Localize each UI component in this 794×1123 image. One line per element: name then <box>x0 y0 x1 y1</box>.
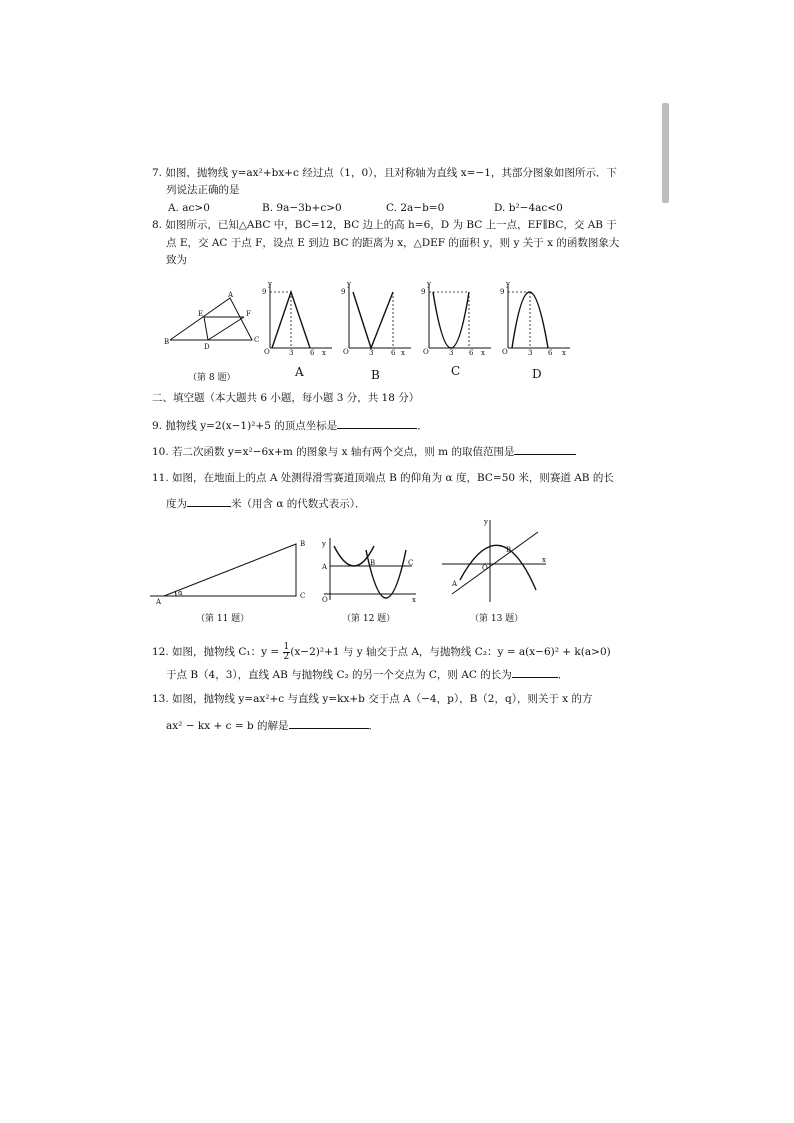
q11-line1: 11. 如图，在地面上的点 A 处测得滑雪赛道顶端点 B 的仰角为 α 度，BC=50 米，则赛道 AB 的长 <box>152 472 614 484</box>
q11-figure <box>150 536 320 606</box>
svg-text:9: 9 <box>262 288 267 296</box>
q7-option-d: D. b²−4ac<0 <box>494 202 563 214</box>
svg-text:y: y <box>268 280 272 288</box>
q13-line2 <box>166 718 379 733</box>
q11-line2-prefix: 度为 <box>166 498 187 510</box>
svg-text:x: x <box>562 349 566 357</box>
q7-line1: 7. 如图，抛物线 y=ax²+bx+c 经过点（1，0），且对称轴为直线 x=−1，其部分图象如图所示．下 <box>152 167 617 179</box>
q8-option-a-label: A <box>295 365 304 379</box>
svg-text:C: C <box>300 592 306 600</box>
svg-text:A: A <box>156 598 162 606</box>
q12-frac-den: 2 <box>283 651 290 662</box>
svg-text:9: 9 <box>421 288 426 296</box>
svg-text:α: α <box>178 589 183 597</box>
svg-text:3: 3 <box>289 349 294 357</box>
svg-text:x: x <box>412 596 416 604</box>
q10-text: 10. 若二次函数 y=x²−6x+m 的图象与 x 轴有两个交点，则 m 的取值范围是 <box>152 446 515 458</box>
q8-option-d-label: D <box>532 367 542 381</box>
q11-line2 <box>166 496 366 511</box>
q8-graph-b <box>341 280 417 356</box>
q12-answer-blank[interactable] <box>512 667 558 678</box>
q8-graph-a <box>262 280 338 356</box>
q8-graph-c <box>421 280 497 356</box>
svg-text:3: 3 <box>369 349 374 357</box>
q12-figure <box>320 536 420 606</box>
q8-graph-d <box>500 280 576 356</box>
svg-text:6: 6 <box>310 349 315 357</box>
q12-line2 <box>166 667 568 682</box>
svg-text:O: O <box>502 348 508 356</box>
svg-text:F: F <box>246 310 251 318</box>
q12-line1 <box>152 641 611 663</box>
q13-line2-suffix: ． <box>368 720 380 732</box>
svg-text:O: O <box>343 348 349 356</box>
svg-text:3: 3 <box>449 349 454 357</box>
svg-text:C: C <box>254 336 260 344</box>
q8-caption: （第 8 题） <box>188 373 236 383</box>
q11-line2-suffix: 米（用含 α 的代数式表示）． <box>231 498 366 510</box>
svg-text:y: y <box>427 280 431 288</box>
svg-text:9: 9 <box>500 288 505 296</box>
q13-caption: （第 13 题） <box>470 614 524 624</box>
svg-text:D: D <box>204 343 210 351</box>
svg-text:9: 9 <box>341 288 346 296</box>
svg-text:6: 6 <box>548 349 553 357</box>
q12-part1: 12. 如图，抛物线 C₁：y = <box>152 646 280 658</box>
svg-text:y: y <box>347 280 351 288</box>
svg-text:y: y <box>322 540 326 548</box>
q13-line2-prefix: ax² − kx + c = b 的解是 <box>166 720 289 732</box>
svg-text:O: O <box>322 596 328 604</box>
scrollbar[interactable] <box>662 103 669 203</box>
q12-frac-num: 1 <box>283 641 290 652</box>
svg-text:x: x <box>322 349 326 357</box>
svg-text:x: x <box>542 556 546 564</box>
q13-figure <box>438 518 550 604</box>
q8-option-b-label: B <box>371 368 380 382</box>
svg-text:x: x <box>481 349 485 357</box>
q7-option-c: C. 2a−b=0 <box>386 202 445 214</box>
q12-part2: (x−2)²+1 与 y 轴交于点 A，与抛物线 C₂：y = a(x−6)² + k(a>0) <box>290 646 611 658</box>
q8-line3: 致为 <box>166 254 187 266</box>
svg-text:O: O <box>264 348 270 356</box>
svg-text:O: O <box>482 564 488 572</box>
svg-text:E: E <box>198 310 204 318</box>
svg-text:B: B <box>164 338 170 346</box>
q11-answer-blank[interactable] <box>187 496 231 507</box>
svg-text:O: O <box>423 348 429 356</box>
q7-option-a: A. ac>0 <box>168 202 210 214</box>
q8-line1: 8. 如图所示，已知△ABC 中，BC=12，BC 边上的高 h=6，D 为 BC 上一点，EF∥BC，交 AB 于 <box>152 219 617 231</box>
q9-suffix: ． <box>417 420 428 432</box>
svg-text:A: A <box>322 563 328 571</box>
svg-text:A: A <box>452 580 458 588</box>
q7-option-b: B. 9a−3b+c>0 <box>262 202 342 214</box>
q11-caption: （第 11 题） <box>196 614 250 624</box>
svg-text:B: B <box>506 546 512 554</box>
q10 <box>152 444 576 459</box>
q9-answer-blank[interactable] <box>337 418 417 429</box>
q13-answer-blank[interactable] <box>289 718 369 729</box>
svg-text:B: B <box>300 540 306 548</box>
svg-text:A: A <box>228 291 234 299</box>
q9-text: 9. 抛物线 y=2(x−1)²+5 的顶点坐标是 <box>152 420 338 432</box>
section-heading: 二、填空题（本大题共 6 小题，每小题 3 分，共 18 分） <box>152 392 420 404</box>
q9 <box>152 418 428 433</box>
q13-line1: 13. 如图，抛物线 y=ax²+c 与直线 y=kx+b 交于点 A（−4，p），B（2，q），则关于 x 的方 <box>152 693 593 705</box>
svg-text:C: C <box>408 559 414 567</box>
svg-text:6: 6 <box>391 349 396 357</box>
q12-caption: （第 12 题） <box>342 614 396 624</box>
svg-text:y: y <box>484 518 488 526</box>
svg-text:3: 3 <box>528 349 533 357</box>
svg-text:x: x <box>401 349 405 357</box>
svg-text:6: 6 <box>469 349 474 357</box>
q12-line2-suffix: ． <box>557 669 569 681</box>
q12-line2-prefix: 于点 B（4，3），直线 AB 与抛物线 C₂ 的另一个交点为 C，则 AC 的长为 <box>166 669 512 681</box>
svg-text:y: y <box>506 280 510 288</box>
q7-line2: 列说法正确的是 <box>166 184 240 196</box>
svg-text:B: B <box>370 559 376 567</box>
q10-answer-blank[interactable] <box>514 444 576 455</box>
q8-triangle-figure <box>164 288 267 351</box>
q8-option-c-label: C <box>451 364 461 378</box>
q8-line2: 点 E，交 AC 于点 F，设点 E 到边 BC 的距离为 x，△DEF 的面积 y，则 y 关于 x 的函数图象大 <box>166 237 620 249</box>
